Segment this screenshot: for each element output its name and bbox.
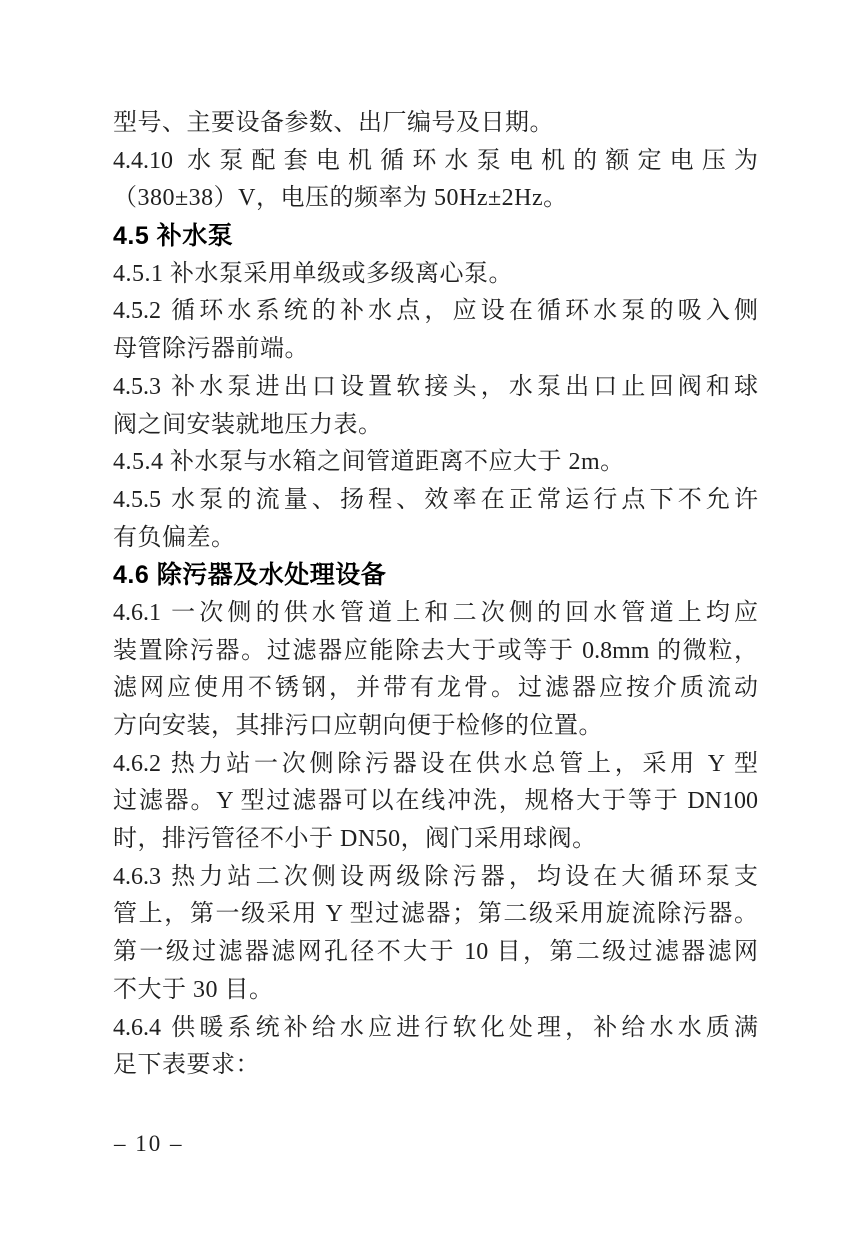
clause-4-4-10-line-2: （380±38）V，电压的频率为 50Hz±2Hz。 — [113, 185, 568, 212]
clause-4-6-1 — [113, 595, 758, 746]
para-continuation-line-1: 型号、主要设备参数、出厂编号及日期。 — [113, 110, 554, 136]
clause-4-6-3-line-3: 第一级过滤器滤网孔径不大于 10 目，第二级过滤器滤网 — [113, 939, 758, 966]
clause-4-6-2-line-2: 过滤器。Y 型过滤器可以在线冲洗，规格大于等于 DN100 — [113, 788, 758, 815]
heading-4-5 — [113, 218, 758, 256]
clause-4-5-4-line-1: 4.5.4 补水泵与水箱之间管道距离不应大于 2m。 — [113, 449, 625, 476]
heading-4-6 — [113, 557, 758, 595]
clause-4-4-10-line-1: 4.4.10 水泵配套电机循环水泵电机的额定电压为 — [113, 147, 758, 174]
document-body — [113, 105, 758, 1085]
clause-4-6-2-line-1: 4.6.2 热力站一次侧除污器设在供水总管上，采用 Y 型 — [113, 750, 758, 777]
clause-4-5-1-line-1: 4.5.1 补水泵采用单级或多级离心泵。 — [113, 260, 513, 287]
clause-4-5-5 — [113, 482, 758, 557]
clause-4-6-1-line-2: 装置除污器。过滤器应能除去大于或等于 0.8mm 的微粒， — [113, 637, 758, 664]
clause-4-5-1 — [113, 256, 758, 294]
clause-4-6-2-line-3: 时，排污管径不小于 DN50，阀门采用球阀。 — [113, 826, 597, 853]
para-continuation — [113, 105, 758, 143]
clause-4-5-3 — [113, 369, 758, 444]
clause-4-5-3-line-2: 阀之间安装就地压力表。 — [113, 411, 383, 438]
clause-4-4-10 — [113, 143, 758, 218]
clause-4-5-5-line-2: 有负偏差。 — [113, 524, 236, 551]
clause-4-6-1-line-3: 滤网应使用不锈钢，并带有龙骨。过滤器应按介质流动 — [113, 675, 758, 702]
clause-4-6-1-line-1: 4.6.1 一次侧的供水管道上和二次侧的回水管道上均应 — [113, 599, 758, 626]
clause-4-5-4 — [113, 444, 758, 482]
clause-4-5-2-line-2: 母管除污器前端。 — [113, 336, 309, 363]
clause-4-6-3 — [113, 859, 758, 1010]
page-number: – 10 – — [114, 1131, 184, 1156]
clause-4-6-2 — [113, 746, 758, 859]
clause-4-5-5-line-1: 4.5.5 水泵的流量、扬程、效率在正常运行点下不允许 — [113, 486, 758, 513]
clause-4-6-3-line-4: 不大于 30 目。 — [113, 976, 274, 1003]
heading-4-6-line-1: 4.6 除污器及水处理设备 — [113, 561, 387, 590]
clause-4-6-3-line-2: 管上，第一级采用 Y 型过滤器；第二级采用旋流除污器。 — [113, 901, 758, 928]
clause-4-6-3-line-1: 4.6.3 热力站二次侧设两级除污器，均设在大循环泵支 — [113, 863, 758, 890]
clause-4-5-2 — [113, 293, 758, 368]
clause-4-5-2-line-1: 4.5.2 循环水系统的补水点，应设在循环水泵的吸入侧 — [113, 298, 758, 325]
clause-4-5-3-line-1: 4.5.3 补水泵进出口设置软接头，水泵出口止回阀和球 — [113, 373, 758, 400]
clause-4-6-1-line-4: 方向安装，其排污口应朝向便于检修的位置。 — [113, 713, 603, 739]
clause-4-6-4 — [113, 1010, 758, 1085]
clause-4-6-4-line-1: 4.6.4 供暖系统补给水应进行软化处理，补给水水质满 — [113, 1014, 758, 1041]
heading-4-5-line-1: 4.5 补水泵 — [113, 222, 234, 251]
clause-4-6-4-line-2: 足下表要求： — [113, 1052, 260, 1079]
